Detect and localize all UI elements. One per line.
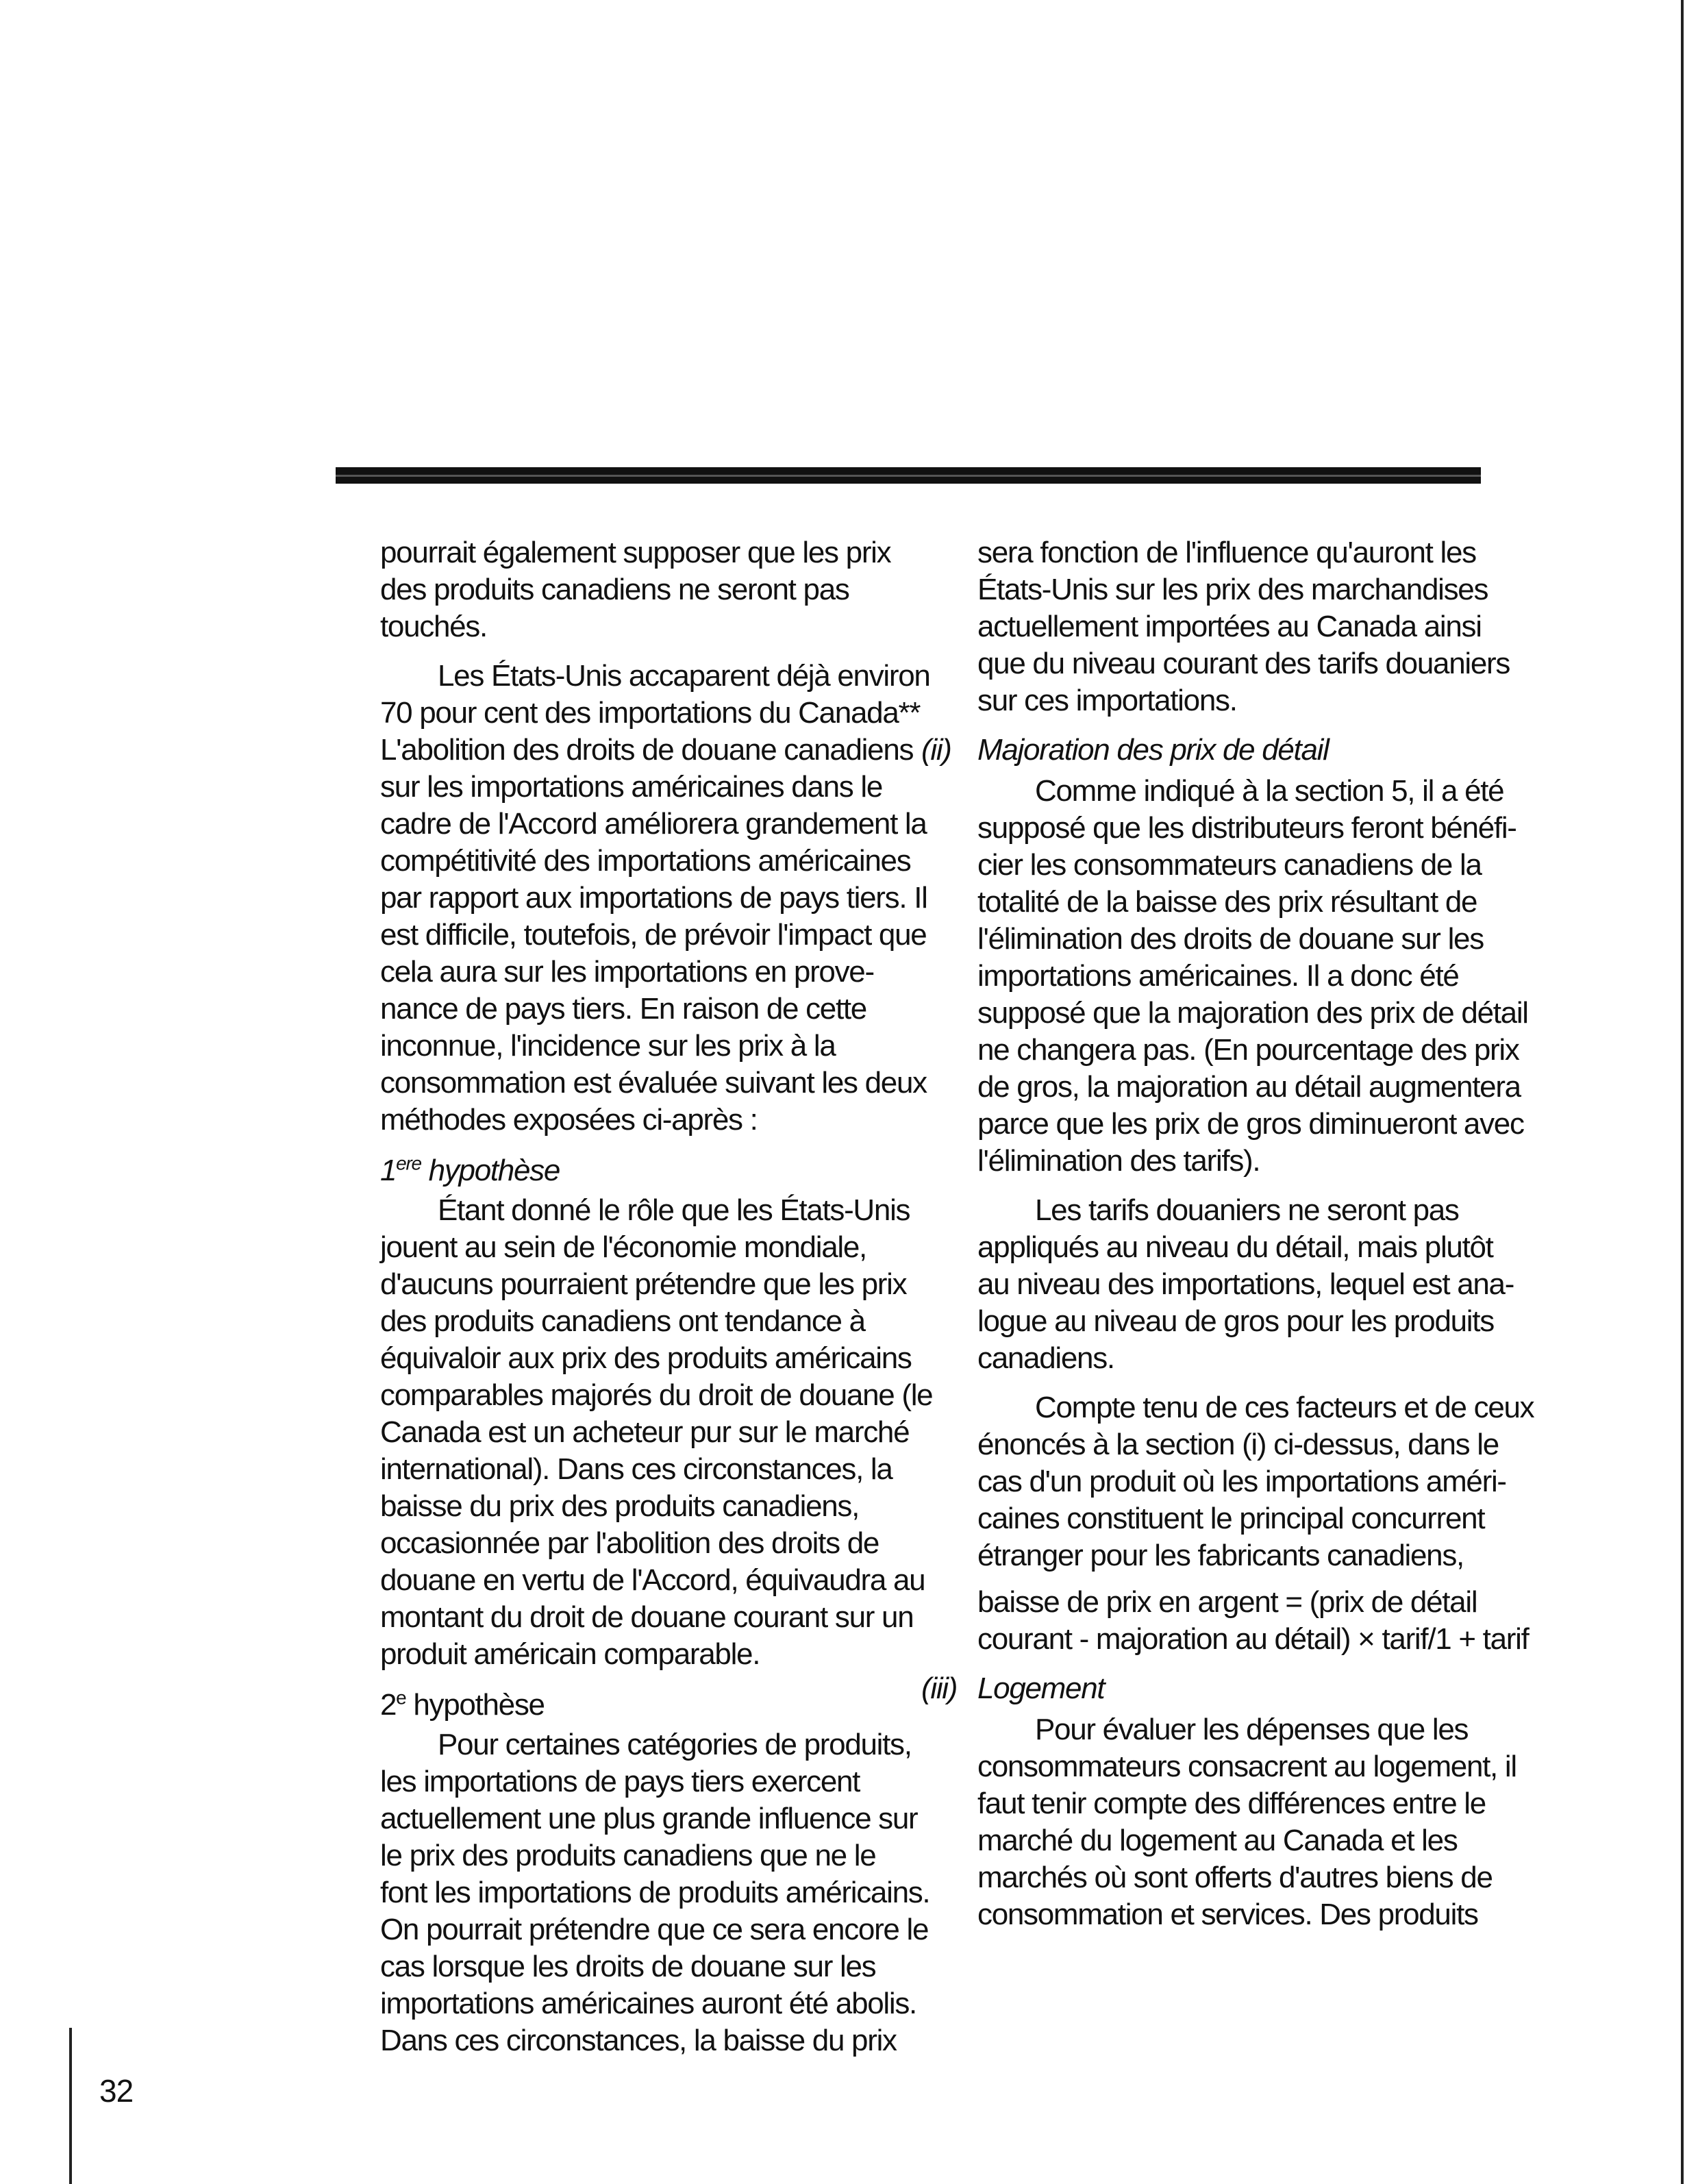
text-line: ne changera pas. (En pourcentage des prix [977, 1033, 1519, 1067]
paragraph [921, 1711, 1516, 1933]
text-line: énoncés à la section (i) ci-dessus, dans le [977, 1428, 1499, 1461]
text-line: consommateurs consacrent au logement, il [977, 1750, 1516, 1783]
hypothesis-1-heading [380, 1152, 901, 1189]
text-line: l'élimination des tarifs). [977, 1144, 1260, 1178]
text-line: canadiens. [977, 1341, 1114, 1375]
heading-superscript: e [396, 1687, 406, 1709]
paragraph [380, 1726, 930, 2059]
heading-number: 2 [380, 1688, 397, 1722]
heading-number: 1 [380, 1154, 397, 1187]
text-line: marchés où sont offerts d'autres biens de [977, 1861, 1493, 1894]
top-rule [336, 467, 1481, 484]
hypothesis-2-heading [380, 1687, 901, 1724]
text-line: cier les consommateurs canadiens de la [977, 848, 1482, 882]
text-line: étranger pour les fabricants canadiens, [977, 1539, 1464, 1572]
text-line: sur les importations américaines dans le [380, 770, 883, 804]
text-line: L'abolition des droits de douane canadiens [380, 733, 914, 767]
left-column [380, 534, 933, 2059]
text-line: le prix des produits canadiens que ne le [380, 1839, 876, 1872]
text-line: par rapport aux importations de pays tiers. Il [380, 881, 927, 915]
text-line: actuellement importées au Canada ainsi [977, 610, 1482, 643]
paragraph [921, 1192, 1514, 1377]
text-line: logue au niveau de gros pour les produits [977, 1304, 1494, 1338]
section-number: (iii) [921, 1672, 958, 1705]
text-line: d'aucuns pourraient prétendre que les prix [380, 1267, 907, 1301]
text-line: baisse du prix des produits canadiens, [380, 1489, 860, 1523]
text-line: occasionnée par l'abolition des droits de [380, 1526, 879, 1560]
text-line: international). Dans ces circonstances, la [380, 1452, 892, 1486]
text-line: compétitivité des importations américaines [380, 844, 911, 878]
heading-text: hypothèse [405, 1688, 545, 1722]
text-line: Les États-Unis accaparent déjà environ [438, 659, 930, 693]
text-line: cas lorsque les droits de douane sur les [380, 1950, 876, 1983]
page-number: 32 [99, 2073, 134, 2109]
heading-text: hypothèse [421, 1154, 560, 1187]
text-line: totalité de la baisse des prix résultant de [977, 885, 1477, 919]
right-column [921, 534, 1534, 1933]
text-line: Les tarifs douaniers ne seront pas [1035, 1193, 1459, 1227]
heading-superscript: ere [396, 1152, 421, 1174]
text-line: des produits canadiens ne seront pas [380, 573, 849, 606]
text-line: montant du droit de douane courant sur un [380, 1600, 914, 1634]
text-line: au niveau des importations, lequel est ana- [977, 1267, 1514, 1301]
text-line: importations américaines. Il a donc été [977, 959, 1459, 993]
text-line: faut tenir compte des différences entre le [977, 1787, 1486, 1820]
text-line: sera fonction de l'influence qu'auront les [977, 536, 1476, 569]
section-title: Majoration des prix de détail [977, 733, 1329, 767]
text-line: Compte tenu de ces facteurs et de ceux [1035, 1391, 1534, 1424]
text-line: marché du logement au Canada et les [977, 1824, 1458, 1857]
text-line: Dans ces circonstances, la baisse du prix [380, 2024, 897, 2057]
text-line: cas d'un produit où les importations améri- [977, 1465, 1506, 1498]
section-ii-heading [921, 732, 1490, 769]
text-line: méthodes exposées ci-après : [380, 1103, 758, 1137]
paragraph [921, 1389, 1534, 1574]
page-edge-line [1681, 0, 1684, 2184]
text-line: est difficile, toutefois, de prévoir l'impact que [380, 918, 927, 952]
text-line: actuellement une plus grande influence sur [380, 1802, 918, 1835]
text-line: inconnue, l'incidence sur les prix à la [380, 1029, 836, 1063]
text-line: consommation et services. Des produits [977, 1898, 1478, 1931]
text-line: que du niveau courant des tarifs douaniers [977, 647, 1510, 680]
formula-line: baisse de prix en argent = (prix de détail [977, 1585, 1477, 1619]
text-line: jouent au sein de l'économie mondiale, [380, 1230, 866, 1264]
paragraph [921, 534, 1510, 719]
text-line: 70 pour cent des importations du Canada** [380, 696, 921, 730]
text-line: pourrait également supposer que les prix [380, 536, 891, 569]
text-line: consommation est évaluée suivant les deux [380, 1066, 927, 1100]
section-number: (ii) [921, 733, 951, 767]
text-line: font les importations de produits américains. [380, 1876, 930, 1909]
text-line: produit américain comparable. [380, 1637, 760, 1671]
text-line: cadre de l'Accord améliorera grandement la [380, 807, 927, 841]
text-line: On pourrait prétendre que ce sera encore le [380, 1913, 929, 1946]
formula-line: courant - majoration au détail) × tarif/1 + tarif [977, 1622, 1529, 1656]
text-line: appliqués au niveau du détail, mais plutôt [977, 1230, 1493, 1264]
text-line: sur ces importations. [977, 684, 1237, 717]
text-line: États-Unis sur les prix des marchandises [977, 573, 1488, 606]
text-line: Comme indiqué à la section 5, il a été [1035, 774, 1504, 808]
text-line: importations américaines auront été abolis. [380, 1987, 916, 2020]
text-line: équivaloir aux prix des produits américains [380, 1341, 912, 1375]
formula [921, 1584, 1529, 1658]
text-line: les importations de pays tiers exercent [380, 1765, 860, 1798]
section-iii-heading [921, 1670, 1490, 1707]
text-line: Étant donné le rôle que les États-Unis [438, 1193, 910, 1227]
text-line: douane en vertu de l'Accord, équivaudra au [380, 1563, 925, 1597]
margin-line [69, 2028, 72, 2184]
text-line: Pour évaluer les dépenses que les [1035, 1713, 1469, 1746]
paragraph [380, 658, 930, 1139]
text-line: Pour certaines catégories de produits, [438, 1728, 912, 1761]
text-line: de gros, la majoration au détail augmentera [977, 1070, 1521, 1104]
text-line: Canada est un acheteur pur sur le marché [380, 1415, 910, 1449]
text-line: des produits canadiens ont tendance à [380, 1304, 865, 1338]
text-line: supposé que la majoration des prix de détail [977, 996, 1528, 1030]
text-line: l'élimination des droits de douane sur les [977, 922, 1484, 956]
text-line: cela aura sur les importations en prove- [380, 955, 874, 989]
text-line: nance de pays tiers. En raison de cette [380, 992, 866, 1026]
paragraph [921, 773, 1528, 1180]
paragraph [380, 534, 901, 645]
text-line: supposé que les distributeurs feront bénéfi- [977, 811, 1516, 845]
text-line: caines constituent le principal concurrent [977, 1502, 1485, 1535]
section-title: Logement [977, 1672, 1105, 1705]
text-line: comparables majorés du droit de douane (le [380, 1378, 933, 1412]
paragraph [380, 1192, 933, 1673]
text-line: parce que les prix de gros diminueront avec [977, 1107, 1524, 1141]
text-line: touchés. [380, 610, 487, 643]
